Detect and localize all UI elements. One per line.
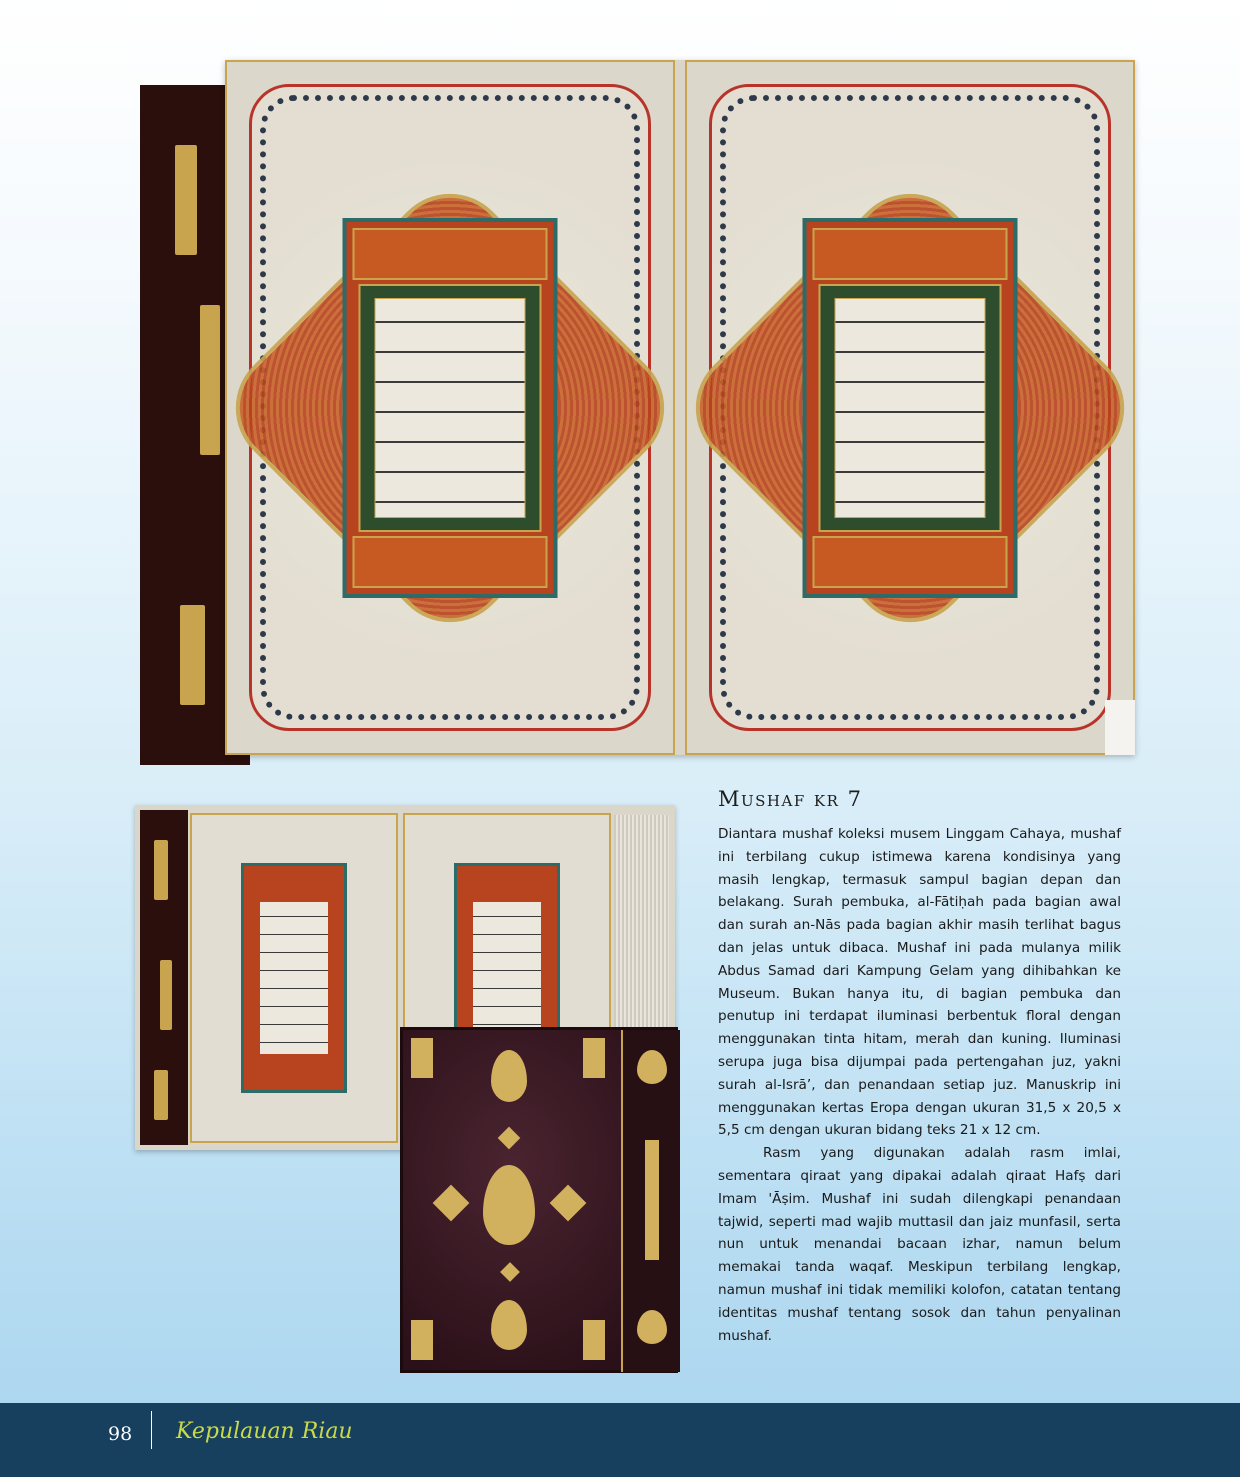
gold-medallion [483,1165,535,1245]
book-spine [140,810,188,1145]
book-title: Kepulauan Riau [176,1419,353,1444]
left-page [225,60,675,755]
page-number: 98 [108,1423,133,1445]
left-page [190,813,398,1143]
footer-divider [151,1411,152,1449]
gold-corner [583,1320,605,1360]
gold-ornament [491,1050,527,1102]
spine-gold-strip [180,605,205,705]
gold-ornament [498,1127,521,1150]
paper-damage [1105,700,1135,755]
gold-ornament [550,1185,587,1222]
gold-ornament [433,1185,470,1222]
manuscript-photo-main [140,55,1140,765]
text-frame [241,863,347,1093]
article-heading: Mushaf kr 7 [718,787,863,811]
open-book [225,60,1135,755]
article-body [718,823,1121,1347]
cover-flap [621,1030,680,1372]
text-frame [803,218,1018,598]
spine-gold-strip [175,145,197,255]
text-frame [343,218,558,598]
spine-gold-strip [200,305,220,455]
footer-bar [0,1403,1240,1477]
gold-corner [411,1038,433,1078]
surah-header-band [813,228,1008,280]
surah-footer-band [353,536,548,588]
leather-cover [400,1027,678,1373]
gold-ornament [491,1300,527,1350]
gold-corner [411,1320,433,1360]
right-page [685,60,1135,755]
surah-header-band [353,228,548,280]
gold-corner [583,1038,605,1078]
gold-ornament [500,1262,520,1282]
arabic-text-block [835,298,986,518]
paragraph-2: Rasm yang digunakan adalah rasm imlai, sementara qiraat yang dipakai adalah qiraat Hafṣ dari Imam 'Āṣim. Mushaf ini sudah dilengkapi penandaan tajwid, seperti mad wajib muttasil dan jaiz munfasil, serta nun untuk menandai bacaan izhar, namun belum memakai tanda waqaf. Meskipun terbilang lengkap, namun mushaf ini tidak memiliki kolofon, catatan tentang identitas mushaf tentang sosok dan tahun penyalinan mushaf. [718,1145,1121,1344]
paragraph-1: Diantara mushaf koleksi musem Linggam Cahaya, mushaf ini terbilang cukup istimewa karena kondisinya yang masih lengkap, termasuk sampul bagian depan dan belakang. Surah pembuka, al-Fātiḥah pada bagian awal dan surah an-Nās pada bagian akhir masih terlihat bagus dan jelas untuk dibaca. Mushaf ini pada mulanya milik Abdus Samad dari Kampung Gelam yang dihibahkan ke Museum. Bukan hanya itu, di bagian pembuka dan penutup ini terdapat iluminasi berbentuk floral dengan menggunakan tinta hitam, merah dan kuning. Iluminasi serupa juga bisa dijumpai pada pertengahan juz, yakni surah al-Isrā’, dan penandaan setiap juz. Manuskrip ini menggunakan kertas Eropa dengan ukuran 31,5 x 20,5 x 5,5 cm dengan ukuran bidang teks 21 x 12 cm. [718,826,1121,1139]
manuscript-photo-small [135,805,680,1375]
surah-footer-band [813,536,1008,588]
arabic-text-block [375,298,526,518]
